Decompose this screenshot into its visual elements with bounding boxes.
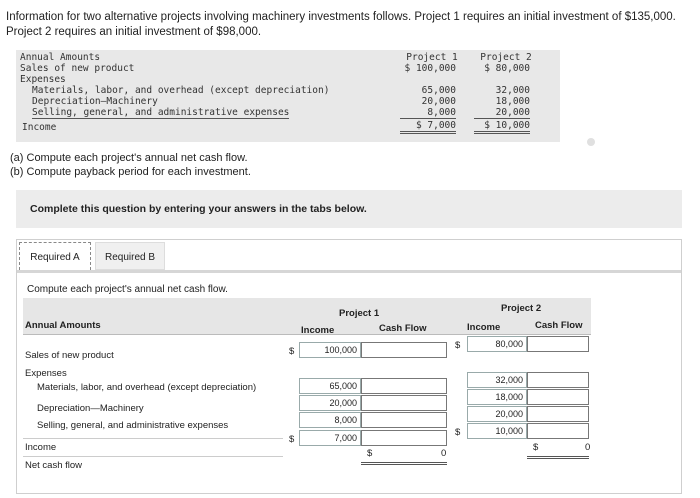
p1-selling-cashflow-input[interactable] (361, 412, 447, 428)
p2-income-cashflow-input[interactable] (527, 423, 589, 439)
p1-cashflow-col-header: Cash Flow (379, 323, 427, 334)
info-selling-p2: 20,000 (474, 107, 530, 119)
info-depreciation-p2: 18,000 (495, 96, 530, 107)
p2-selling-cashflow-input[interactable] (527, 406, 589, 422)
info-head-label: Annual Amounts (20, 52, 101, 63)
p1-sales-income-input[interactable]: 100,000 (299, 342, 361, 358)
p2-income-input[interactable]: 10,000 (467, 423, 527, 439)
problem-statement (6, 10, 696, 40)
p1-sales-dollar: $ (289, 346, 295, 357)
info-materials-label: Materials, labor, and overhead (except depreciation) (32, 85, 330, 96)
p1-depreciation-cashflow-input[interactable] (361, 395, 447, 411)
p1-materials-income-input[interactable]: 65,000 (299, 378, 361, 394)
p2-depreciation-cashflow-input[interactable] (527, 389, 589, 405)
selling-label: Selling, general, and administrative expenses (37, 420, 229, 431)
income-row-line (23, 438, 283, 439)
info-materials-p2: 32,000 (495, 85, 530, 96)
p1-netcash-underline (361, 462, 447, 465)
info-selling-label: Selling, general, and administrative expenses (32, 107, 290, 118)
p1-sales-cashflow-input[interactable] (361, 342, 447, 358)
income-label: Income (25, 442, 57, 453)
problem-line-1: Information for two alternative projects involving machinery investments follows. Project 1 requires an initial investment of $135,000. (6, 11, 676, 23)
p2-cashflow-col-header: Cash Flow (535, 320, 583, 331)
question-a: (a) Compute each project's annual net cash flow. (10, 152, 248, 164)
decorative-dot (587, 138, 595, 146)
p1-income-input[interactable]: 7,000 (299, 430, 361, 446)
p2-materials-income-input[interactable]: 32,000 (467, 372, 527, 388)
complete-question-bar (16, 190, 682, 228)
p2-netcash-dollar: $ (533, 442, 539, 453)
info-sales-p2: $ 80,000 (484, 63, 530, 74)
info-project2-head: Project 2 (480, 52, 532, 63)
info-materials-p1: 65,000 (421, 85, 456, 96)
p2-sales-cashflow-input[interactable] (527, 336, 589, 352)
p1-income-col-header: Income (301, 325, 335, 336)
project2-header: Project 2 (501, 303, 542, 314)
tab-required-b[interactable]: Required B (95, 242, 165, 270)
info-depreciation-label: Depreciation—Machinery (32, 96, 158, 107)
p2-income-col-header: Income (467, 322, 501, 333)
info-depreciation-p1: 20,000 (421, 96, 456, 107)
complete-question-text: Complete this question by entering your answers in the tabs below. (30, 203, 367, 215)
info-project1-head: Project 1 (406, 52, 458, 63)
p1-income-dollar: $ (289, 434, 295, 445)
tabs-panel (16, 239, 682, 494)
net-cash-flow-label: Net cash flow (25, 460, 83, 471)
p2-netcash-value: 0 (585, 442, 591, 453)
tab-divider (17, 270, 681, 273)
p2-materials-cashflow-input[interactable] (527, 372, 589, 388)
net-cash-row-line (23, 456, 283, 457)
p2-income-dollar: $ (455, 427, 461, 438)
p1-netcash-dollar: $ (367, 448, 373, 459)
p2-depreciation-income-input[interactable]: 18,000 (467, 389, 527, 405)
p1-materials-cashflow-input[interactable] (361, 378, 447, 394)
header-divider (23, 334, 591, 335)
info-expenses-label: Expenses (20, 74, 66, 85)
tab-required-a[interactable]: Required A (19, 242, 91, 270)
info-selling-p1: 8,000 (400, 107, 456, 119)
p1-depreciation-income-input[interactable]: 20,000 (299, 395, 361, 411)
depreciation-label: Depreciation—Machinery (37, 403, 144, 414)
project1-header: Project 1 (339, 308, 380, 319)
info-table (16, 50, 560, 142)
info-sales-p1: $ 100,000 (404, 63, 456, 74)
instruction-text: Compute each project's annual net cash flow. (27, 284, 228, 295)
info-sales-label: Sales of new product (20, 63, 135, 74)
question-b: (b) Compute payback period for each investment. (10, 166, 251, 178)
info-income-p1: $ 7,000 (400, 120, 456, 134)
questions (10, 151, 251, 179)
p2-selling-income-input[interactable]: 20,000 (467, 406, 527, 422)
materials-label: Materials, labor, and overhead (except depreciation) (37, 382, 257, 393)
answer-table (23, 298, 591, 471)
expenses-label: Expenses (25, 368, 67, 379)
p2-sales-dollar: $ (455, 340, 461, 351)
p2-sales-income-input[interactable]: 80,000 (467, 336, 527, 352)
p1-netcash-value: 0 (441, 448, 447, 459)
annual-amounts-header: Annual Amounts (25, 320, 101, 331)
problem-line-2: Project 2 requires an initial investment of $98,000. (6, 26, 262, 38)
info-income-p2: $ 10,000 (474, 120, 530, 134)
p1-income-cashflow-input[interactable] (361, 430, 447, 446)
info-income-label: Income (22, 122, 57, 133)
p1-selling-income-input[interactable]: 8,000 (299, 412, 361, 428)
sales-label: Sales of new product (25, 350, 114, 361)
p2-netcash-underline (527, 456, 589, 459)
